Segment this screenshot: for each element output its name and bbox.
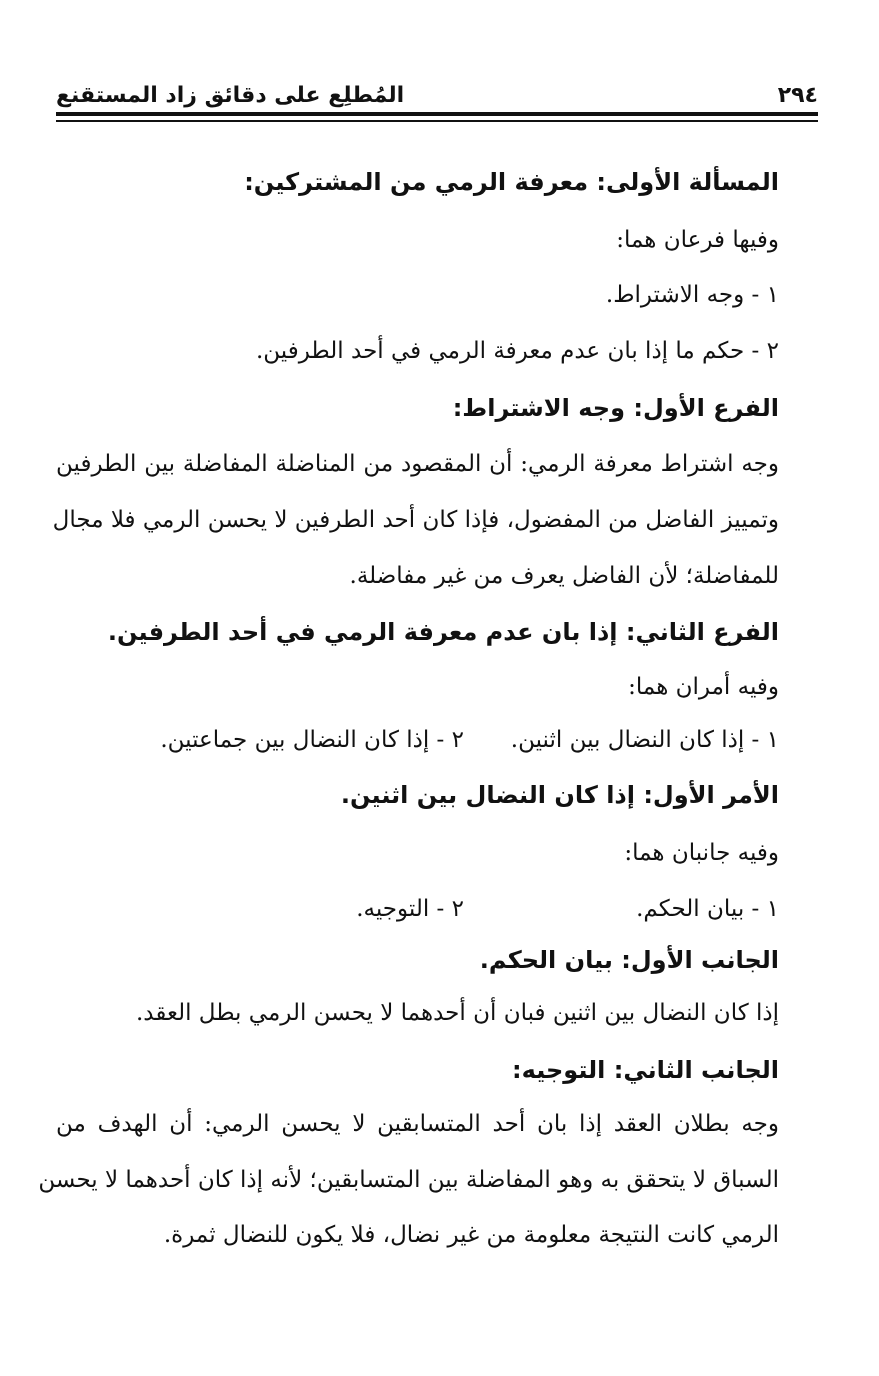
list-item-1: ١ - إذا كان النضال بين اثنين.: [510, 727, 779, 753]
list-item-2: ٢ - التوجيه.: [356, 896, 464, 922]
paragraph-intro: وفيه أمران هما:: [628, 674, 779, 700]
paragraph-line: إذا كان النضال بين اثنين فبان أن أحدهما لا يحسن الرمي بطل العقد.: [135, 1000, 779, 1026]
paragraph-line: الرمي كانت النتيجة معلومة من غير نضال، فلا يكون للنضال ثمرة.: [163, 1222, 779, 1248]
paragraph-line: وجه بطلان العقد إذا بان أحد المتسابقين لا يحسن الرمي: أن الهدف من: [56, 1111, 779, 1137]
paragraph-line: السباق لا يتحقق به وهو المفاضلة بين المتسابقين؛ لأنه إذا كان أحدهما لا يحسن: [38, 1167, 779, 1193]
heading-issue-one: المسألة الأولى: معرفة الرمي من المشتركين:: [244, 168, 779, 196]
list-item-1: ١ - وجه الاشتراط.: [605, 282, 779, 308]
book-title: المُطلِع على دقائق زاد المستقنع: [56, 83, 405, 108]
heading-branch-one: الفرع الأول: وجه الاشتراط:: [452, 394, 779, 422]
header-rule-thick: [56, 112, 818, 116]
heading-aspect-one: الجانب الأول: بيان الحكم.: [479, 946, 779, 974]
paragraph-intro: وفيها فرعان هما:: [616, 227, 779, 253]
paragraph-line: وجه اشتراط معرفة الرمي: أن المقصود من المناضلة المفاضلة بين الطرفين: [56, 451, 779, 477]
list-item-1: ١ - بيان الحكم.: [636, 896, 779, 922]
list-item-2: ٢ - إذا كان النضال بين جماعتين.: [160, 727, 464, 753]
running-header: [56, 78, 818, 108]
heading-aspect-two: الجانب الثاني: التوجيه:: [512, 1056, 779, 1084]
paragraph-intro: وفيه جانبان هما:: [624, 840, 779, 866]
page-number: ٢٩٤: [777, 83, 818, 108]
paragraph-line: للمفاضلة؛ لأن الفاضل يعرف من غير مفاضلة.: [349, 563, 779, 589]
heading-branch-two: الفرع الثاني: إذا بان عدم معرفة الرمي في أحد الطرفين.: [107, 618, 779, 646]
heading-matter-one: الأمر الأول: إذا كان النضال بين اثنين.: [340, 781, 779, 809]
paragraph-line: وتمييز الفاضل من المفضول، فإذا كان أحد الطرفين لا يحسن الرمي فلا مجال: [52, 507, 779, 533]
list-item-2: ٢ - حكم ما إذا بان عدم معرفة الرمي في أحد الطرفين.: [255, 338, 779, 364]
header-rule-thin: [56, 120, 818, 122]
